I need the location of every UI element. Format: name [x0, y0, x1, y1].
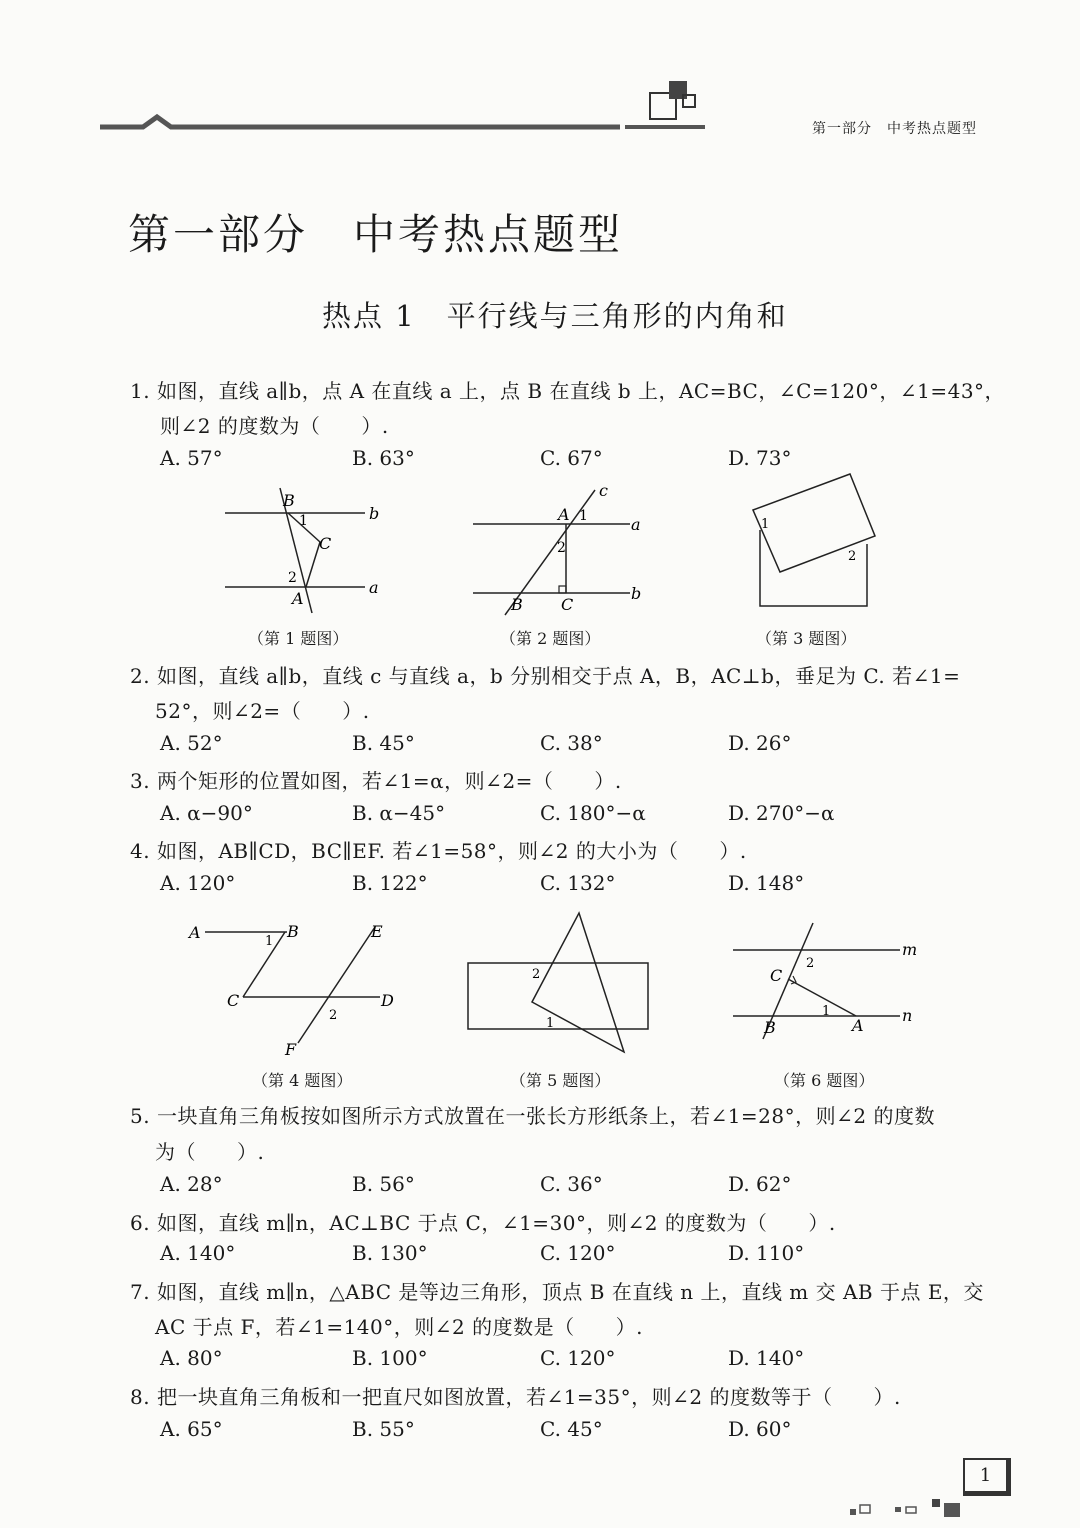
q6-option-c: C. 120° [540, 1241, 616, 1265]
figure-5-caption: （第 5 题图） [510, 1071, 611, 1090]
q7-option-b: B. 100° [352, 1346, 428, 1370]
q3-option-b: B. α−45° [352, 801, 446, 825]
q1-line-1: 1. 如图，直线 a∥b，点 A 在直线 a 上，点 B 在直线 b 上，AC=BC，∠C=120°，∠1=43°， [130, 379, 1006, 403]
fig6-label-c: C [770, 966, 783, 985]
q8-option-a: A. 65° [160, 1417, 223, 1441]
q4-option-a: A. 120° [160, 871, 236, 895]
fig1-label-a-point: A [292, 589, 304, 608]
q7-option-c: C. 120° [540, 1346, 616, 1370]
fig3-angle-2: 2 [848, 549, 857, 564]
fig6-label-m: m [902, 940, 918, 959]
figure-6 [728, 915, 928, 1040]
q8-option-d: D. 60° [728, 1417, 792, 1441]
q5-option-d: D. 62° [728, 1172, 792, 1196]
q6-option-a: A. 140° [160, 1241, 236, 1265]
fig2-label-a-line: a [631, 515, 641, 534]
figure-4-caption: （第 4 题图） [252, 1071, 353, 1090]
q7-option-d: D. 140° [728, 1346, 805, 1370]
figure-4 [185, 915, 405, 1065]
q2-option-c: C. 38° [540, 731, 603, 755]
section-subtitle: 热点 1 平行线与三角形的内角和 [322, 299, 788, 333]
fig2-angle-2: 2 [557, 540, 566, 556]
fig6-label-n: n [902, 1006, 913, 1025]
fig4-angle-2: 2 [329, 1008, 338, 1023]
q6-option-b: B. 130° [352, 1241, 428, 1265]
q2-option-d: D. 26° [728, 731, 792, 755]
fig5-angle-2: 2 [532, 967, 541, 982]
q5-line-2: 为（ ）. [155, 1140, 265, 1164]
q5-line-1: 5. 一块直角三角板按如图所示方式放置在一张长方形纸条上，若∠1=28°，则∠2 的度数 [130, 1104, 935, 1128]
q7-option-a: A. 80° [160, 1346, 223, 1370]
fig2-label-b-point: B [511, 595, 523, 614]
q3-line-1: 3. 两个矩形的位置如图，若∠1=α，则∠2=（ ）. [130, 769, 622, 793]
q3-option-d: D. 270°−α [728, 801, 835, 825]
figure-3-caption: （第 3 题图） [756, 629, 857, 648]
fig2-angle-1: 1 [579, 508, 588, 524]
fig1-label-b-line: b [369, 504, 380, 523]
fig2-label-c-line: c [599, 481, 608, 500]
q3-option-c: C. 180°−α [540, 801, 646, 825]
figure-1-caption: （第 1 题图） [248, 629, 349, 648]
fig2-label-b-line: b [631, 584, 642, 603]
q4-option-d: D. 148° [728, 871, 805, 895]
footer-decoration [840, 1495, 970, 1520]
fig4-label-b: B [287, 922, 299, 941]
fig1-angle-2: 2 [288, 570, 297, 586]
fig2-label-a-point: A [558, 505, 570, 524]
header-section-label: 第一部分 中考热点题型 [812, 121, 977, 137]
fig6-label-b: B [764, 1018, 776, 1037]
page-title: 第一部分 中考热点题型 [128, 210, 624, 259]
fig2-label-c-point: C [561, 595, 574, 614]
fig6-angle-2: 2 [806, 956, 815, 971]
q3-option-a: A. α−90° [160, 801, 253, 825]
fig1-angle-1: 1 [299, 513, 308, 529]
q7-line-2: AC 于点 F，若∠1=140°，则∠2 的度数是（ ）. [155, 1315, 643, 1339]
fig3-angle-1: 1 [761, 517, 770, 532]
fig6-angle-1: 1 [822, 1004, 831, 1019]
page-number: 1 [979, 1465, 992, 1486]
fig1-label-b-point: B [283, 491, 295, 510]
fig5-angle-1: 1 [546, 1016, 555, 1031]
fig4-label-a: A [189, 923, 201, 942]
q4-option-c: C. 132° [540, 871, 616, 895]
figure-1 [215, 480, 395, 620]
q1-option-d: D. 73° [728, 446, 792, 470]
q6-option-d: D. 110° [728, 1241, 805, 1265]
q1-option-a: A. 57° [160, 446, 223, 470]
figure-2-caption: （第 2 题图） [500, 629, 601, 648]
q1-line-2: 则∠2 的度数为（ ）. [160, 414, 389, 438]
fig4-label-f: F [285, 1040, 297, 1059]
fig4-angle-1: 1 [265, 934, 274, 949]
q5-option-c: C. 36° [540, 1172, 603, 1196]
q2-option-a: A. 52° [160, 731, 223, 755]
q8-option-b: B. 55° [352, 1417, 415, 1441]
figure-6-caption: （第 6 题图） [774, 1071, 875, 1090]
fig4-label-e: E [371, 922, 383, 941]
header-rule [95, 75, 715, 140]
q5-option-b: B. 56° [352, 1172, 415, 1196]
q5-option-a: A. 28° [160, 1172, 223, 1196]
q4-option-b: B. 122° [352, 871, 428, 895]
q8-option-c: C. 45° [540, 1417, 603, 1441]
q1-option-b: B. 63° [352, 446, 415, 470]
page-number-box [963, 1458, 1011, 1496]
figure-5 [462, 908, 657, 1058]
fig1-label-a-line: a [369, 578, 379, 597]
fig6-label-a: A [852, 1016, 864, 1035]
q1-option-c: C. 67° [540, 446, 603, 470]
q7-line-1: 7. 如图，直线 m∥n，△ABC 是等边三角形，顶点 B 在直线 n 上，直线 m 交 AB 于点 E，交 [130, 1280, 984, 1304]
q2-line-1: 2. 如图，直线 a∥b，直线 c 与直线 a，b 分别相交于点 A，B，AC⊥b，垂足为 C. 若∠1= [130, 664, 961, 688]
q2-option-b: B. 45° [352, 731, 415, 755]
figure-3 [745, 470, 880, 615]
q6-line-1: 6. 如图，直线 m∥n，AC⊥BC 于点 C，∠1=30°，则∠2 的度数为（ ）. [130, 1211, 836, 1235]
fig1-label-c: C [319, 534, 332, 553]
q2-line-2: 52°，则∠2=（ ）. [155, 699, 370, 723]
fig4-label-d: D [381, 991, 394, 1010]
q8-line-1: 8. 把一块直角三角板和一把直尺如图放置，若∠1=35°，则∠2 的度数等于（ ）. [130, 1385, 901, 1409]
figure-2 [465, 480, 655, 620]
fig4-label-c: C [227, 991, 240, 1010]
q4-line-1: 4. 如图，AB∥CD，BC∥EF. 若∠1=58°，则∠2 的大小为（ ）. [130, 839, 747, 863]
